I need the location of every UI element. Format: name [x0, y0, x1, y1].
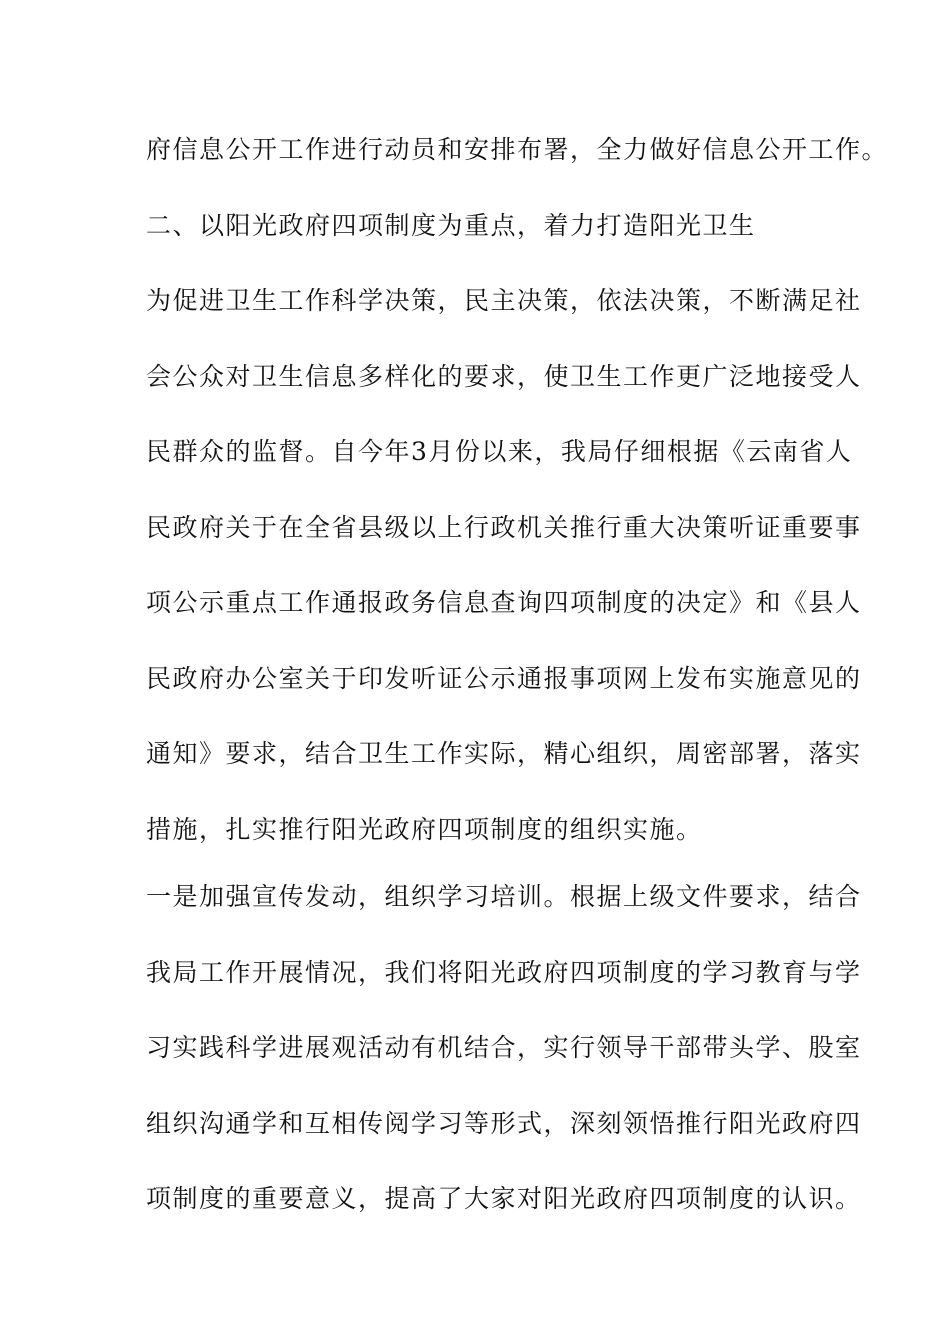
- text-line-1: 府信息公开工作进行动员和安排布署，全力做好信息公开工作。: [146, 135, 889, 164]
- text-line-7: 项公示重点工作通报政务信息查询四项制度的决定》和《县人: [146, 588, 862, 617]
- text-line-13: 习实践科学进展观活动有机结合，实行领导干部带头学、股室: [146, 1033, 862, 1062]
- text-line-11: 一是加强宣传发动，组织学习培训。根据上级文件要求，结合: [146, 882, 862, 911]
- text-line-5: 民群众的监督。自今年3月份以来，我局仔细根据《云南省人: [146, 437, 853, 466]
- text-line-15: 项制度的重要意义，提高了大家对阳光政府四项制度的认识。: [146, 1184, 862, 1213]
- text-line-6: 民政府关于在全省县级以上行政机关推行重大决策听证重要事: [146, 513, 862, 542]
- text-line-10: 措施，扎实推行阳光政府四项制度的组织实施。: [146, 815, 703, 844]
- text-line-4: 会公众对卫生信息多样化的要求，使卫生工作更广泛地接受人: [146, 362, 862, 391]
- text-line-12: 我局工作开展情况，我们将阳光政府四项制度的学习教育与学: [146, 958, 862, 987]
- text-line-8: 民政府办公室关于印发听证公示通报事项网上发布实施意见的: [146, 664, 862, 693]
- section-heading: 二、以阳光政府四项制度为重点，着力打造阳光卫生: [146, 211, 756, 240]
- text-line-3: 为促进卫生工作科学决策，民主决策，依法决策，不断满足社: [146, 286, 862, 315]
- text-line-9: 通知》要求，结合卫生工作实际，精心组织，周密部署，落实: [146, 739, 862, 768]
- text-line-14: 组织沟通学和互相传阅学习等形式，深刻领悟推行阳光政府四: [146, 1109, 862, 1138]
